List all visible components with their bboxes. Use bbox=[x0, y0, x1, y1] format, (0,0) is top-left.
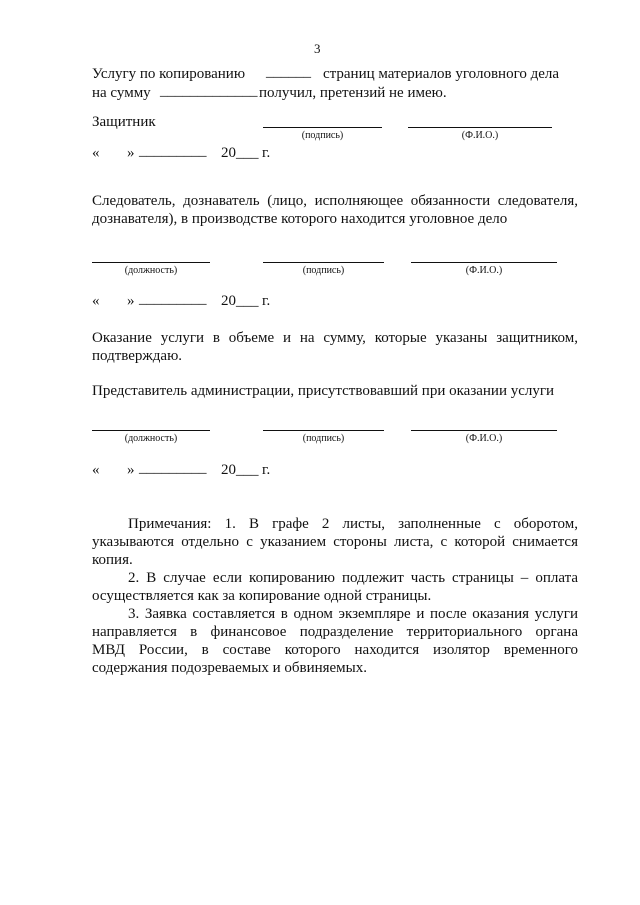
service-sum-blank: _____________ bbox=[160, 83, 258, 99]
date3-month-blank: _________ bbox=[139, 460, 207, 476]
confirmation-line1: Оказание услуги в объеме и на сумму, которые указаны защитником, bbox=[92, 330, 578, 346]
service-line1-a: Услугу по копированию bbox=[92, 66, 246, 82]
administration-name-line bbox=[411, 430, 557, 431]
investigator-name-line bbox=[411, 262, 557, 263]
date2-month-blank: _________ bbox=[139, 291, 207, 307]
date-year: 20___ bbox=[221, 145, 259, 161]
service-pages-blank: ______ bbox=[266, 64, 311, 80]
investigator-signature-line bbox=[263, 262, 384, 263]
administration-line1: Представитель администрации, присутствовавший при оказании услуги bbox=[92, 383, 555, 399]
date3-suffix: г. bbox=[262, 462, 271, 478]
confirmation-line2: подтверждаю. bbox=[92, 348, 183, 364]
defender-signature-line bbox=[263, 127, 382, 128]
note2-line2: осуществляется как за копирование одной страницы. bbox=[92, 588, 432, 604]
service-line1-b: страниц материалов уголовного дела bbox=[323, 66, 560, 82]
investigator-signature-caption: (подпись) bbox=[302, 265, 345, 276]
note1-line1: Примечания: 1. В графе 2 листы, заполненные с оборотом, bbox=[128, 516, 578, 532]
defender-name-caption: (Ф.И.О.) bbox=[461, 130, 499, 141]
investigator-name-caption: (Ф.И.О.) bbox=[465, 265, 503, 276]
date3-close-quote: » bbox=[127, 462, 135, 478]
date2-open-quote: « bbox=[92, 293, 100, 309]
investigator-line2: дознавателя), в производстве которого находится уголовное дело bbox=[92, 211, 508, 227]
date2-close-quote: » bbox=[127, 293, 135, 309]
date2-year: 20___ bbox=[221, 293, 259, 309]
investigator-position-caption: (должность) bbox=[124, 265, 178, 276]
date3-open-quote: « bbox=[92, 462, 100, 478]
note3-line3: МВД России, в составе которого находится изолятор временного bbox=[92, 642, 578, 658]
note3-line4: содержания подозреваемых и обвиняемых. bbox=[92, 660, 367, 676]
investigator-line1: Следователь, дознаватель (лицо, исполняющее обязанности следователя, bbox=[92, 193, 578, 209]
note3-line1: 3. Заявка составляется в одном экземпляре и после оказания услуги bbox=[128, 606, 578, 622]
date-close-quote: » bbox=[127, 145, 135, 161]
note1-line3: копия. bbox=[92, 552, 133, 568]
administration-position-line bbox=[92, 430, 210, 431]
service-line2-b: получил, претензий не имею. bbox=[259, 85, 447, 101]
date3-year: 20___ bbox=[221, 462, 259, 478]
date-month-blank: _________ bbox=[139, 143, 207, 159]
defender-label: Защитник bbox=[92, 114, 156, 130]
note1-line2: указываются отдельно с указанием стороны листа, с которой снимается bbox=[92, 534, 578, 550]
date-suffix: г. bbox=[262, 145, 271, 161]
defender-name-line bbox=[408, 127, 552, 128]
investigator-position-line bbox=[92, 262, 210, 263]
note3-line2: направляется в финансовое подразделение территориального органа bbox=[92, 624, 578, 640]
service-line2-a: на сумму bbox=[92, 85, 151, 101]
date2-suffix: г. bbox=[262, 293, 271, 309]
note2-line1: 2. В случае если копированию подлежит часть страницы – оплата bbox=[128, 570, 578, 586]
administration-signature-line bbox=[263, 430, 384, 431]
defender-signature-caption: (подпись) bbox=[301, 130, 344, 141]
administration-name-caption: (Ф.И.О.) bbox=[465, 433, 503, 444]
administration-signature-caption: (подпись) bbox=[302, 433, 345, 444]
date-open-quote: « bbox=[92, 145, 100, 161]
page-number: 3 bbox=[314, 41, 321, 56]
administration-position-caption: (должность) bbox=[124, 433, 178, 444]
